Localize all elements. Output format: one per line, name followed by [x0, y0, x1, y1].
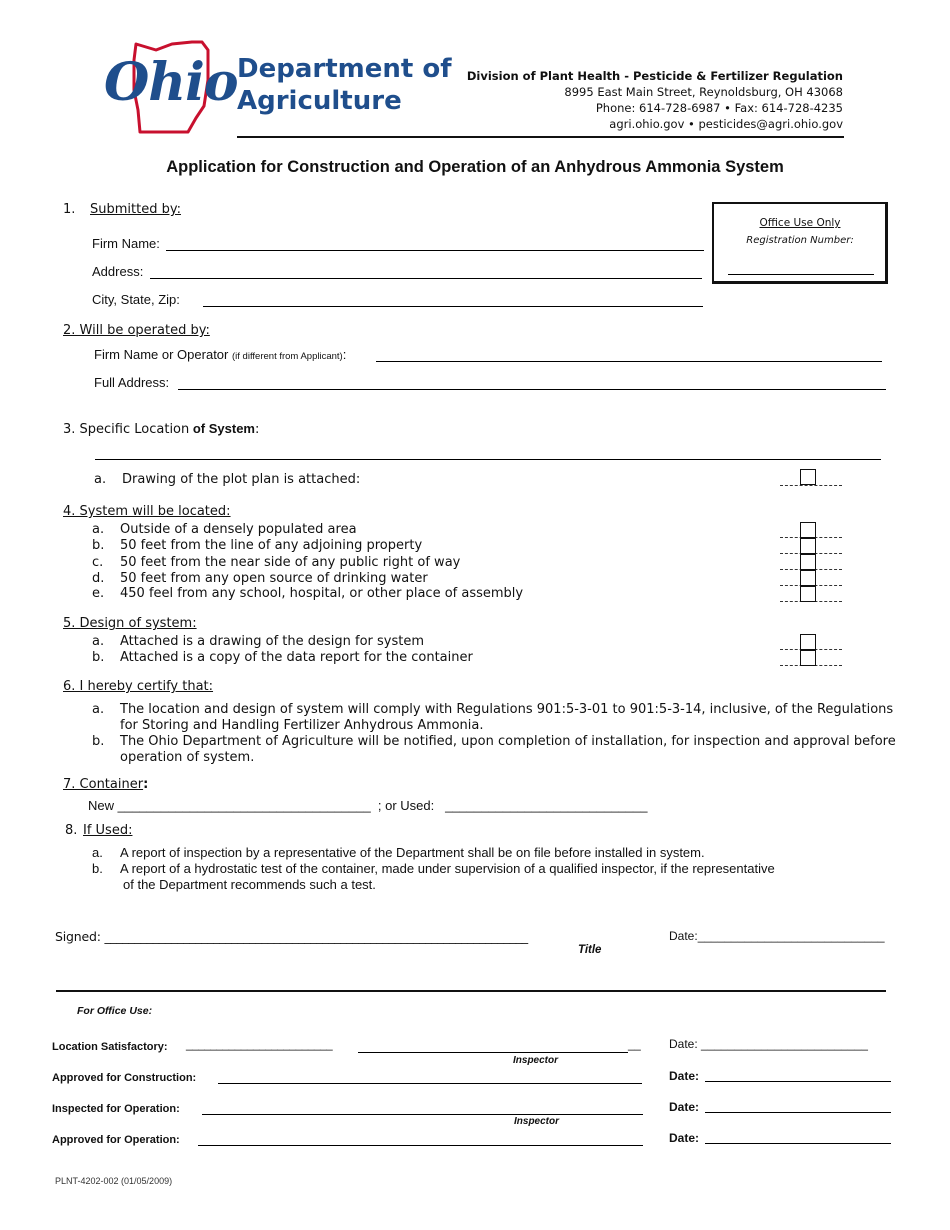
city-state-zip-label: City, State, Zip: — [92, 292, 180, 307]
inspected-operation-date-field[interactable] — [705, 1112, 891, 1113]
firm-name-field[interactable] — [166, 250, 704, 251]
populated-area-checkbox[interactable] — [800, 522, 816, 538]
signature-date-label: Date: — [669, 929, 698, 943]
item-text: Outside of a densely populated area — [120, 522, 357, 537]
inspected-operation-date-label: Date: — [669, 1100, 700, 1114]
form-id: PLNT-4202-002 (01/05/2009) — [55, 1176, 173, 1186]
container-line[interactable]: New ___________________________________ ; or Used: ____________________________ — [88, 798, 648, 813]
place-of-assembly-checkbox[interactable] — [800, 586, 816, 602]
operator-label-text: Firm Name or Operator — [94, 347, 229, 362]
item-text-line1: A report of a hydrostatic test of the container, made under supervision of a qualified inspector, if the representative — [120, 861, 775, 876]
s3-heading-c: : — [255, 422, 260, 437]
data-report-checkbox[interactable] — [800, 650, 816, 666]
signed-line[interactable]: Signed: ______________________________________________________________________ — [55, 929, 528, 944]
full-address-label: Full Address: — [94, 375, 170, 390]
approved-operation-date-field[interactable] — [705, 1143, 891, 1144]
item-text-line1: A report of inspection by a representative of the Department shall be on file before installed in system. — [120, 845, 705, 860]
item-letter: b. — [92, 538, 105, 553]
approved-construction-date-label: Date: — [669, 1069, 700, 1083]
address-field[interactable] — [150, 278, 702, 279]
s1-heading: Submitted by: — [90, 202, 181, 217]
location-date-label: Date: — [669, 1037, 698, 1051]
approved-construction-label: Approved for Construction: — [52, 1072, 197, 1084]
item-letter: b. — [92, 734, 105, 749]
header-rule — [237, 136, 844, 138]
approved-construction-date-field[interactable] — [705, 1081, 891, 1082]
design-drawing-checkbox[interactable] — [800, 634, 816, 650]
inspected-operation-label: Inspected for Operation: — [52, 1103, 180, 1115]
s8-number: 8. — [65, 823, 78, 838]
ohio-script-text: Ohio — [104, 52, 238, 113]
firm-name-label: Firm Name: — [92, 236, 160, 251]
item-text: 450 feel from any school, hospital, or other place of assembly — [120, 586, 524, 601]
location-satisfactory-field[interactable] — [358, 1052, 628, 1053]
item-letter: c. — [92, 555, 104, 570]
signature-date-line: ____________________________ — [697, 929, 885, 943]
s7-heading-text: 7. Container — [63, 777, 144, 792]
registration-field[interactable] — [728, 274, 874, 275]
right-of-way-checkbox[interactable] — [800, 554, 816, 570]
item-letter: a. — [92, 845, 103, 860]
item-letter: a. — [94, 472, 107, 487]
operator-label-note: (if different from Applicant) — [232, 351, 343, 362]
inspected-operation-field[interactable] — [202, 1114, 643, 1115]
item-text-line2: operation of system. — [120, 750, 255, 765]
location-date-line: _________________________ — [701, 1037, 868, 1051]
item-text: Drawing of the plot plan is attached: — [122, 472, 361, 487]
item-text-line2: of the Department recommends such a test. — [123, 877, 376, 892]
s4-heading: 4. System will be located: — [63, 504, 231, 519]
adjoining-property-checkbox[interactable] — [800, 538, 816, 554]
inspector-caption-2: Inspector — [514, 1116, 560, 1127]
address-label: Address: — [92, 264, 144, 279]
s8-heading: If Used: — [83, 823, 133, 838]
location-satisfactory-suffix: __ — [628, 1039, 641, 1051]
operator-label — [94, 347, 346, 362]
division-phone: Phone: 614-728-6987 • Fax: 614-728-4235 — [595, 101, 843, 115]
signature-date[interactable] — [669, 929, 885, 943]
item-text-line1: The Ohio Department of Agriculture will be notified, upon completion of installation, for inspection and approval before — [120, 734, 896, 749]
plot-plan-checkbox[interactable] — [800, 469, 816, 485]
approved-operation-field[interactable] — [198, 1145, 643, 1146]
office-use-divider — [56, 990, 886, 992]
item-letter: b. — [92, 861, 103, 876]
s3-heading-b: of System — [189, 421, 255, 436]
approved-construction-field[interactable] — [218, 1083, 642, 1084]
city-state-zip-field[interactable] — [203, 306, 703, 307]
full-address-field[interactable] — [178, 389, 886, 390]
division-name: Division of Plant Health - Pesticide & Fertilizer Regulation — [466, 69, 843, 83]
location-satisfactory-prefix: ________________________ — [186, 1039, 333, 1051]
operator-field[interactable] — [376, 361, 882, 362]
office-use-heading: Office Use Only — [759, 217, 841, 229]
item-letter: b. — [92, 650, 105, 665]
item-text-line2: for Storing and Handling Fertilizer Anhydrous Ammonia. — [120, 718, 484, 733]
dept-line2: Agriculture — [237, 86, 402, 116]
title-caption: Title — [578, 944, 602, 956]
s7-heading-colon: : — [143, 777, 149, 792]
item-text-line1: The location and design of system will comply with Regulations 901:5-3-01 to 901:5-3-14, inclusive, of the Regulations — [120, 702, 894, 717]
approved-operation-date-label: Date: — [669, 1131, 700, 1145]
s3-heading — [63, 421, 259, 437]
s5-heading: 5. Design of system: — [63, 616, 197, 631]
item-letter: a. — [92, 702, 105, 717]
division-web: agri.ohio.gov • pesticides@agri.ohio.gov — [609, 117, 843, 131]
item-text: Attached is a drawing of the design for system — [120, 634, 425, 649]
item-letter: e. — [92, 586, 105, 601]
registration-label: Registration Number: — [746, 235, 854, 246]
item-letter: d. — [92, 571, 105, 586]
s3-heading-a: 3. Specific Location — [63, 422, 190, 437]
item-text: 50 feet from the near side of any public right of way — [120, 555, 461, 570]
location-date[interactable] — [669, 1037, 868, 1051]
office-use-box — [712, 202, 888, 284]
s2-heading — [63, 323, 210, 338]
header-contact — [467, 68, 843, 132]
drinking-water-checkbox[interactable] — [800, 570, 816, 586]
s6-heading: 6. I hereby certify that: — [63, 679, 214, 694]
item-text: Attached is a copy of the data report for the container — [120, 650, 473, 665]
division-address: 8995 East Main Street, Reynoldsburg, OH 43068 — [564, 85, 843, 99]
operator-label-colon: : — [342, 347, 347, 362]
s7-heading — [63, 777, 148, 792]
office-use-heading: For Office Use: — [77, 1005, 153, 1017]
checkbox-line — [780, 485, 842, 486]
item-letter: a. — [92, 634, 105, 649]
inspector-caption-1: Inspector — [513, 1055, 559, 1066]
item-text: 50 feet from the line of any adjoining property — [120, 538, 423, 553]
dept-line1: Department of — [237, 54, 452, 84]
approved-operation-label: Approved for Operation: — [52, 1134, 180, 1146]
location-satisfactory-label: Location Satisfactory: — [52, 1041, 168, 1053]
form-title: Application for Construction and Operation of an Anhydrous Ammonia System — [166, 158, 784, 176]
s1-number: 1. — [63, 202, 76, 217]
item-text: 50 feet from any open source of drinking water — [120, 571, 428, 586]
s2-heading-text: 2. Will be operated by: — [63, 323, 210, 338]
item-letter: a. — [92, 522, 105, 537]
specific-location-field[interactable] — [95, 459, 881, 460]
